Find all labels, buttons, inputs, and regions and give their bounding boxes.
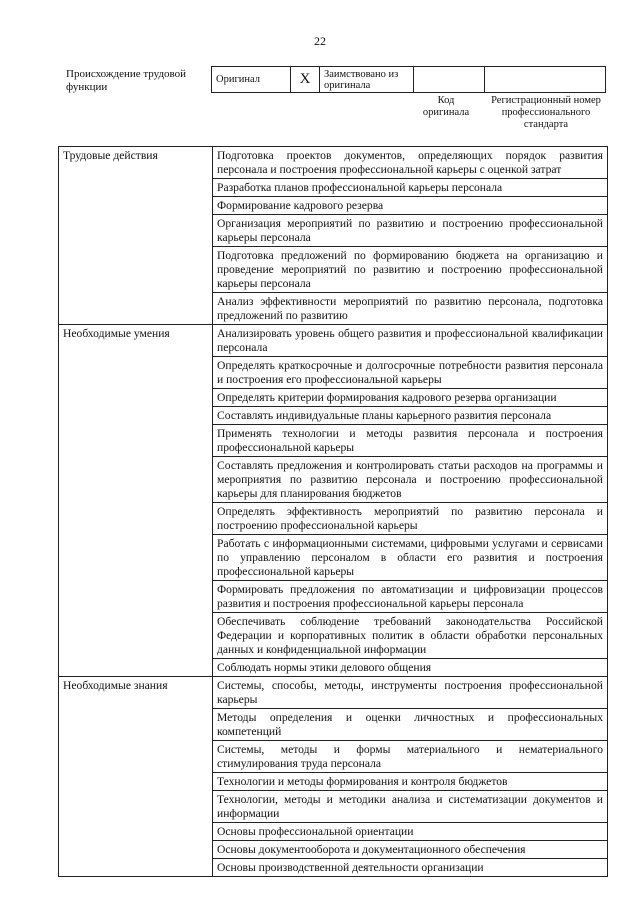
section-item: Технологии, методы и методики анализа и систематизации документов и информации bbox=[213, 791, 608, 823]
table-row bbox=[59, 425, 608, 457]
table-row bbox=[59, 197, 608, 215]
section-item: Применять технологии и методы развития персонала и построения профессиональной карьеры bbox=[213, 425, 608, 457]
page-number: 22 bbox=[314, 34, 326, 48]
section-label: Необходимые знания bbox=[59, 677, 213, 709]
original-mark: X bbox=[291, 67, 320, 93]
table-row bbox=[59, 581, 608, 613]
table-row bbox=[59, 773, 608, 791]
section-item: Методы определения и оценки личностных и профессиональных компетенций bbox=[213, 709, 608, 741]
reg-number-caption: Регистрационный номер профессионального стандарта bbox=[491, 95, 601, 130]
table-row bbox=[59, 325, 608, 357]
section-item: Основы производственной деятельности организации bbox=[213, 859, 608, 877]
section-label bbox=[59, 823, 213, 841]
section-item: Определять краткосрочные и долгосрочные потребности развития персонала и построения его профессиональной карьеры bbox=[213, 357, 608, 389]
section-item: Системы, способы, методы, инструменты построения профессиональной карьеры bbox=[213, 677, 608, 709]
section-label: Трудовые действия bbox=[59, 147, 213, 179]
section-label bbox=[59, 389, 213, 407]
table-row bbox=[59, 613, 608, 659]
section-label bbox=[59, 659, 213, 677]
section-item: Соблюдать нормы этики делового общения bbox=[213, 659, 608, 677]
section-item: Работать с информационными системами, цифровыми услугами и сервисами по управлению персоналом в области его развития и построения профессиональной карьеры bbox=[213, 535, 608, 581]
table-row bbox=[59, 709, 608, 741]
origin-label: Происхождение трудовой функции bbox=[66, 68, 187, 93]
section-label bbox=[59, 773, 213, 791]
section-label bbox=[59, 179, 213, 197]
table-row bbox=[59, 147, 608, 179]
section-item: Системы, методы и формы материального и нематериального стимулирования труда персонала bbox=[213, 741, 608, 773]
section-label bbox=[59, 247, 213, 293]
section-item: Составлять индивидуальные планы карьерного развития персонала bbox=[213, 407, 608, 425]
section-label bbox=[59, 197, 213, 215]
section-label bbox=[59, 613, 213, 659]
section-label bbox=[59, 841, 213, 859]
section-label bbox=[59, 791, 213, 823]
section-item: Формировать предложения по автоматизации и цифровизации процессов развития и построения профессиональной карьеры персонала bbox=[213, 581, 608, 613]
reg-number-cell bbox=[485, 67, 606, 93]
borrowed-cell: Заимствовано из оригинала bbox=[320, 67, 414, 93]
section-item: Подготовка проектов документов, определяющих порядок развития персонала и построения профессиональной карьеры с оценкой затрат bbox=[213, 147, 608, 179]
labor-function-table bbox=[58, 146, 608, 877]
section-item: Подготовка предложений по формированию бюджета на организацию и проведение мероприятий по развитию и построению профессиональной карьеры персонала bbox=[213, 247, 608, 293]
table-row bbox=[59, 389, 608, 407]
table-row bbox=[59, 247, 608, 293]
original-cell: Оригинал bbox=[212, 67, 291, 93]
section-label bbox=[59, 457, 213, 503]
table-row bbox=[59, 741, 608, 773]
section-label: Необходимые умения bbox=[59, 325, 213, 357]
section-item: Составлять предложения и контролировать статьи расходов на программы и мероприятия по развитию персонала и построению профессиональной карьеры для планирования бюджетов bbox=[213, 457, 608, 503]
table-row bbox=[59, 407, 608, 425]
section-item: Анализ эффективности мероприятий по развитию персонала, подготовка предложений по развитию bbox=[213, 293, 608, 325]
table-row bbox=[59, 535, 608, 581]
section-item: Анализировать уровень общего развития и профессиональной квалификации персонала bbox=[213, 325, 608, 357]
table-row bbox=[59, 215, 608, 247]
table-row bbox=[59, 457, 608, 503]
section-item: Технологии и методы формирования и контроля бюджетов bbox=[213, 773, 608, 791]
section-label bbox=[59, 709, 213, 741]
section-label bbox=[59, 293, 213, 325]
section-item: Организация мероприятий по развитию и построению профессиональной карьеры персонала bbox=[213, 215, 608, 247]
section-label bbox=[59, 581, 213, 613]
section-item: Основы профессиональной ориентации bbox=[213, 823, 608, 841]
section-label bbox=[59, 741, 213, 773]
table-row bbox=[59, 503, 608, 535]
code-cell bbox=[414, 67, 485, 93]
table-row bbox=[59, 677, 608, 709]
section-item: Основы документооборота и документационного обеспечения bbox=[213, 841, 608, 859]
table-row bbox=[59, 791, 608, 823]
table-row bbox=[59, 659, 608, 677]
table-row bbox=[59, 823, 608, 841]
origin-table bbox=[211, 66, 606, 93]
section-item: Обеспечивать соблюдение требований законодательства Российской Федерации и корпоративных политик в области обработки персональных данных и конфиденциальной информации bbox=[213, 613, 608, 659]
table-row bbox=[59, 293, 608, 325]
table-row bbox=[59, 357, 608, 389]
section-label bbox=[59, 215, 213, 247]
section-label bbox=[59, 859, 213, 877]
section-label bbox=[59, 535, 213, 581]
section-item: Формирование кадрового резерва bbox=[213, 197, 608, 215]
section-item: Определять эффективность мероприятий по развитию персонала и построению профессиональной карьеры bbox=[213, 503, 608, 535]
section-item: Определять критерии формирования кадрового резерва организации bbox=[213, 389, 608, 407]
section-label bbox=[59, 425, 213, 457]
table-row bbox=[59, 859, 608, 877]
section-item: Разработка планов профессиональной карьеры персонала bbox=[213, 179, 608, 197]
section-label bbox=[59, 503, 213, 535]
table-row bbox=[59, 179, 608, 197]
section-label bbox=[59, 357, 213, 389]
section-label bbox=[59, 407, 213, 425]
code-caption: Код оригинала bbox=[422, 95, 470, 118]
table-row bbox=[59, 841, 608, 859]
